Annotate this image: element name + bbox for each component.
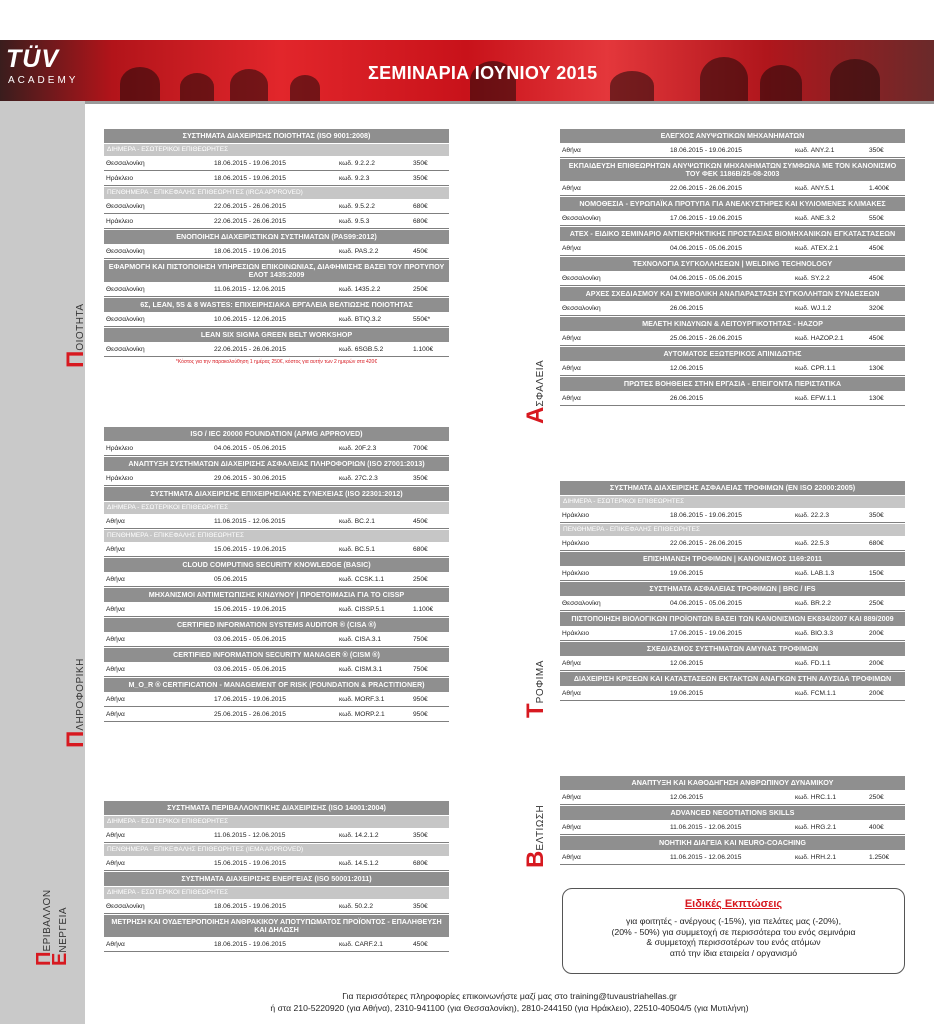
course-dates: 17.06.2015 - 19.06.2015 xyxy=(214,696,286,703)
banner-divider xyxy=(85,101,934,104)
left-sidebar xyxy=(0,0,85,1024)
course-code: κωδ. 1435.2.2 xyxy=(339,286,381,293)
course-dates: 19.06.2015 xyxy=(670,690,704,697)
course-row xyxy=(104,282,449,297)
course-dates: 26.06.2015 xyxy=(670,395,704,402)
discount-line: (20% - 50%) για συμμετοχή σε περισσότερα του ενός σεμινάρια xyxy=(611,926,856,937)
course-price: 400€ xyxy=(869,824,884,831)
course-dates: 12.06.2015 xyxy=(670,660,704,667)
course-title: ΕΝΟΠΟΙΗΣΗ ΔΙΑΧΕΙΡΙΣΤΙΚΩΝ ΣΥΣΤΗΜΑΤΩΝ (PAS99:2012) xyxy=(104,229,449,244)
course-dates: 05.06.2015 xyxy=(214,576,248,583)
course-price: 130€ xyxy=(869,365,884,372)
course-city: Αθήνα xyxy=(106,941,125,948)
course-city: Θεσσαλονίκη xyxy=(106,316,145,323)
course-city: Αθήνα xyxy=(106,518,125,525)
course-row xyxy=(560,820,905,835)
course-row xyxy=(104,542,449,557)
course-city: Θεσσαλονίκη xyxy=(106,346,145,353)
course-city: Αθήνα xyxy=(562,365,581,372)
footer-email-line: Για περισσότερες πληροφορίες επικοινωνήστε μαζί μας στο training@tuvaustriahellas.gr xyxy=(342,991,677,1001)
course-price: 150€ xyxy=(869,570,884,577)
course-dates: 29.06.2015 - 30.06.2015 xyxy=(214,475,286,482)
course-city: Ηράκλειο xyxy=(562,540,589,547)
course-row xyxy=(560,536,905,551)
logo-text: TÜV xyxy=(6,45,59,73)
course-city: Αθήνα xyxy=(106,711,125,718)
course-dates: 03.06.2015 - 05.06.2015 xyxy=(214,666,286,673)
course-code: κωδ. 9.5.3 xyxy=(339,218,370,225)
course-city: Θεσσαλονίκη xyxy=(106,248,145,255)
course-title: M_O_R ® CERTIFICATION - MANAGEMENT OF RISK (FOUNDATION & PRACTITIONER) xyxy=(104,677,449,692)
course-dates: 12.06.2015 xyxy=(670,365,704,372)
course-row xyxy=(104,156,449,171)
course-title: ΣΥΣΤΗΜΑΤΑ ΔΙΑΧΕΙΡΙΣΗΣ ΕΠΙΧΕΙΡΗΣΙΑΚΗΣ ΣΥΝΕΧΕΙΑΣ (ISO 22301:2012) xyxy=(104,486,449,501)
course-city: Θεσσαλονίκη xyxy=(106,203,145,210)
course-price: 250€ xyxy=(413,286,428,293)
category-label-it xyxy=(62,658,90,748)
course-city: Αθήνα xyxy=(106,546,125,553)
course-dates: 04.06.2015 - 05.06.2015 xyxy=(670,245,742,252)
course-title: LEAN SIX SIGMA GREEN BELT WORKSHOP xyxy=(104,327,449,342)
course-dates: 04.06.2015 - 05.06.2015 xyxy=(214,445,286,452)
course-city: Θεσσαλονίκη xyxy=(562,215,601,222)
course-title: ΣΥΣΤΗΜΑΤΑ ΠΕΡΙΒΑΛΛΟΝΤΙΚΗΣ ΔΙΑΧΕΙΡΙΣΗΣ (ISO 14001:2004) xyxy=(104,800,449,815)
course-dates: 15.06.2015 - 19.06.2015 xyxy=(214,606,286,613)
category-rest: ΡΟΦΙΜΑ xyxy=(535,660,546,704)
course-code: κωδ. CISA.3.1 xyxy=(339,636,382,643)
special-discounts-box xyxy=(562,888,905,974)
course-dates: 18.06.2015 - 19.06.2015 xyxy=(670,512,742,519)
course-price: 950€ xyxy=(413,711,428,718)
course-row xyxy=(104,856,449,871)
course-city: Ηράκλειο xyxy=(106,445,133,452)
course-dates: 11.06.2015 - 12.06.2015 xyxy=(214,286,286,293)
course-code: κωδ. 9.2.2.2 xyxy=(339,160,375,167)
course-title: ADVANCED NEGOTIATIONS SKILLS xyxy=(560,805,905,820)
course-city: Θεσσαλονίκη xyxy=(562,275,601,282)
course-dates: 18.06.2015 - 19.06.2015 xyxy=(214,248,286,255)
course-code: κωδ. 20F.2.3 xyxy=(339,445,377,452)
course-row xyxy=(560,271,905,286)
category-initial: Β xyxy=(522,850,549,868)
course-dates: 17.06.2015 - 19.06.2015 xyxy=(670,215,742,222)
category-initial: Α xyxy=(522,406,549,424)
course-code: κωδ. PAS.2.2 xyxy=(339,248,379,255)
course-dates: 22.06.2015 - 26.06.2015 xyxy=(214,203,286,210)
course-title: ΑΥΤΟΜΑΤΟΣ ΕΞΩΤΕΡΙΚΟΣ ΑΠΙΝΙΔΩΤΗΣ xyxy=(560,346,905,361)
course-city: Αθήνα xyxy=(562,395,581,402)
course-title: ΣΧΕΔΙΑΣΜΟΣ ΣΥΣΤΗΜΑΤΩΝ ΑΜΥΝΑΣ ΤΡΟΦΙΜΩΝ xyxy=(560,641,905,656)
course-city: Αθήνα xyxy=(562,245,581,252)
course-code: κωδ. EFW.1.1 xyxy=(795,395,836,402)
course-code: κωδ. ANY.5.1 xyxy=(795,185,835,192)
course-code: κωδ. ANY.2.1 xyxy=(795,147,835,154)
course-dates: 17.06.2015 - 19.06.2015 xyxy=(670,630,742,637)
course-title: ATEX - ΕΙΔΙΚΟ ΣΕΜΙΝΑΡΙΟ ΑΝΤΙΕΚΡΗΚΤΙΚΗΣ ΠΡΟΣΤΑΣΙΑΣ ΒΙΟΜΗΧΑΝΙΚΩΝ ΕΓΚΑΤΑΣΤΑΣΕΩΝ xyxy=(560,226,905,241)
course-subtitle: ΔΙΗΜΕΡΑ - ΕΣΩΤΕΡΙΚΟΙ ΕΠΙΘΕΩΡΗΤΕΣ xyxy=(104,815,449,828)
course-subtitle: ΠΕΝΘΗΜΕΡΑ - ΕΠΙΚΕΦΑΛΗΣ ΕΠΙΘΕΩΡΗΤΕΣ (IRCA APPROVED) xyxy=(104,186,449,199)
course-price: 250€ xyxy=(869,600,884,607)
course-dates: 11.06.2015 - 12.06.2015 xyxy=(670,854,742,861)
course-dates: 11.06.2015 - 12.06.2015 xyxy=(214,832,286,839)
course-code: κωδ. HRC.1.1 xyxy=(795,794,836,801)
course-city: Αθήνα xyxy=(562,690,581,697)
course-city: Θεσσαλονίκη xyxy=(106,286,145,293)
category-initial: Π xyxy=(33,951,55,966)
course-code: κωδ. 9.2.3 xyxy=(339,175,370,182)
course-code: κωδ. CISSP.5.1 xyxy=(339,606,385,613)
course-row xyxy=(104,632,449,647)
discount-line: από την ίδια εταιρεία / οργανισμό xyxy=(669,947,798,958)
course-city: Αθήνα xyxy=(106,576,125,583)
course-city: Αθήνα xyxy=(106,832,125,839)
discount-line: για φοιτητές - ανέργους (-15%), για πελάτες μας (-20%), xyxy=(625,916,841,926)
category-initial-2: Ε xyxy=(49,952,71,966)
category-initial: Τ xyxy=(522,703,549,718)
course-city: Ηράκλειο xyxy=(106,175,133,182)
course-code: κωδ. 22.2.3 xyxy=(795,512,830,519)
course-dates: 12.06.2015 xyxy=(670,794,704,801)
course-dates: 22.06.2015 - 26.06.2015 xyxy=(214,346,286,353)
course-code: κωδ. WJ.1.2 xyxy=(795,305,832,312)
course-footnote: *Κόστος για την παρακολούθηση 1 ημέρας 250€, κόστος για αυτήν των 2 ημερών στα 420€ xyxy=(175,359,378,365)
course-city: Θεσσαλονίκη xyxy=(106,903,145,910)
course-code: κωδ. ANE.3.2 xyxy=(795,215,836,222)
course-title: ΤΕΧΝΟΛΟΓΙΑ ΣΥΓΚΟΛΛΗΣΕΩΝ | WELDING TECHNOLOGY xyxy=(560,256,905,271)
course-price: 680€ xyxy=(869,540,884,547)
course-price: 200€ xyxy=(869,630,884,637)
course-dates: 10.06.2015 - 12.06.2015 xyxy=(214,316,286,323)
course-title: ΣΥΣΤΗΜΑΤΑ ΔΙΑΧΕΙΡΙΣΗΣ ΠΟΙΟΤΗΤΑΣ (ISO 9001:2008) xyxy=(104,128,449,143)
seminar-block-safety xyxy=(560,128,905,406)
course-dates: 04.06.2015 - 05.06.2015 xyxy=(670,275,742,282)
category-rest-2: ΝΕΡΓΕΙΑ xyxy=(58,906,69,953)
course-subtitle: ΠΕΝΘΗΜΕΡΑ - ΕΠΙΚΕΦΑΛΗΣ ΕΠΙΘΕΩΡΗΤΕΣ xyxy=(560,523,905,536)
course-dates: 03.06.2015 - 05.06.2015 xyxy=(214,636,286,643)
course-title: CERTIFIED INFORMATION SYSTEMS AUDITOR ® (CISA ®) xyxy=(104,617,449,632)
course-dates: 25.06.2015 - 26.06.2015 xyxy=(214,711,286,718)
course-dates: 11.06.2015 - 12.06.2015 xyxy=(214,518,286,525)
category-label-food xyxy=(522,660,550,718)
course-dates: 25.06.2015 - 26.06.2015 xyxy=(670,335,742,342)
category-initial: Π xyxy=(62,350,89,368)
course-row xyxy=(104,171,449,186)
course-price: 950€ xyxy=(413,696,428,703)
course-city: Αθήνα xyxy=(562,147,581,154)
course-city: Αθήνα xyxy=(562,335,581,342)
course-row xyxy=(560,181,905,196)
course-code: κωδ. SY.2.2 xyxy=(795,275,830,282)
course-code: κωδ. BR.2.2 xyxy=(795,600,831,607)
course-city: Αθήνα xyxy=(106,666,125,673)
course-row xyxy=(104,471,449,486)
course-price: 130€ xyxy=(869,395,884,402)
course-price: 680€ xyxy=(413,860,428,867)
course-row xyxy=(560,508,905,523)
category-label-safety xyxy=(522,360,550,424)
course-dates: 15.06.2015 - 19.06.2015 xyxy=(214,860,286,867)
course-price: 200€ xyxy=(869,660,884,667)
course-city: Αθήνα xyxy=(106,696,125,703)
course-price: 450€ xyxy=(869,275,884,282)
course-title: ΣΥΣΤΗΜΑΤΑ ΔΙΑΧΕΙΡΙΣΗΣ ΕΝΕΡΓΕΙΑΣ (ISO 50001:2011) xyxy=(104,871,449,886)
course-city: Θεσσαλονίκη xyxy=(562,305,601,312)
course-subtitle: ΔΙΗΜΕΡΑ - ΕΣΩΤΕΡΙΚΟΙ ΕΠΙΘΕΩΡΗΤΕΣ xyxy=(104,501,449,514)
course-code: κωδ. MORF.3.1 xyxy=(339,696,385,703)
course-price: 320€ xyxy=(869,305,884,312)
course-price: 750€ xyxy=(413,636,428,643)
seminar-block-improvement xyxy=(560,775,905,865)
course-row xyxy=(560,626,905,641)
discount-line: & συμμετοχή περισσοτέρων του ενός ατόμων xyxy=(646,937,821,947)
course-title: ΑΝΑΠΤΥΞΗ ΚΑΙ ΚΑΘΟΔΗΓΗΣΗ ΑΝΘΡΩΠΙΝΟΥ ΔΥΝΑΜΙΚΟΥ xyxy=(560,775,905,790)
contact-footer xyxy=(85,990,934,1014)
course-title: ΕΛΕΓΧΟΣ ΑΝΥΨΩΤΙΚΩΝ ΜΗΧΑΝΗΜΑΤΩΝ xyxy=(560,128,905,143)
course-row xyxy=(104,937,449,952)
course-price: 350€ xyxy=(413,903,428,910)
course-dates: 18.06.2015 - 19.06.2015 xyxy=(670,147,742,154)
course-row xyxy=(104,244,449,259)
category-label-improve xyxy=(522,805,550,868)
course-dates: 18.06.2015 - 19.06.2015 xyxy=(214,941,286,948)
course-row xyxy=(560,566,905,581)
course-price: 200€ xyxy=(869,690,884,697)
course-row xyxy=(560,850,905,865)
course-row xyxy=(104,899,449,914)
course-title: ΣΥΣΤΗΜΑΤΑ ΑΣΦΑΛΕΙΑΣ ΤΡΟΦΙΜΩΝ | BRC / IFS xyxy=(560,581,905,596)
course-price: 450€ xyxy=(869,335,884,342)
course-city: Αθήνα xyxy=(562,824,581,831)
course-code: κωδ. CARF.2.1 xyxy=(339,941,383,948)
course-price: 450€ xyxy=(413,248,428,255)
course-dates: 18.06.2015 - 19.06.2015 xyxy=(214,160,286,167)
seminar-block-quality xyxy=(104,128,449,365)
course-title: CERTIFIED INFORMATION SECURITY MANAGER ® (CISM ®) xyxy=(104,647,449,662)
course-city: Ηράκλειο xyxy=(106,475,133,482)
course-code: κωδ. CCSK.1.1 xyxy=(339,576,385,583)
course-price: 1.250€ xyxy=(869,854,890,861)
course-code: κωδ. 9.5.2.2 xyxy=(339,203,375,210)
course-code: κωδ. MORP.2.1 xyxy=(339,711,385,718)
course-title: ΝΟΗΤΙΚΗ ΔΙΑΓΕΙΑ ΚΑΙ NEURO-COACHING xyxy=(560,835,905,850)
course-price: 350€ xyxy=(869,147,884,154)
course-price: 750€ xyxy=(413,666,428,673)
course-row xyxy=(104,214,449,229)
course-title: ΜΕΤΡΗΣΗ ΚΑΙ ΟΥΔΕΤΕΡΟΠΟΙΗΣΗ ΑΝΘΡΑΚΙΚΟΥ ΑΠΟΤΥΠΩΜΑΤΟΣ ΠΡΟΪΟΝΤΟΣ - ΕΠΑΛΗΘΕΥΣΗ ΚΑΙ ΔΗΛΩΣΗ xyxy=(104,914,449,937)
page-title: ΣΕΜΙΝΑΡΙΑ ΙΟΥΝΙΟΥ 2015 xyxy=(368,63,598,83)
course-dates: 22.06.2015 - 26.06.2015 xyxy=(670,185,742,192)
course-city: Αθήνα xyxy=(562,854,581,861)
course-price: 700€ xyxy=(413,445,428,452)
course-row xyxy=(104,828,449,843)
course-price: 680€ xyxy=(413,546,428,553)
course-row xyxy=(560,656,905,671)
course-code: κωδ. HRG.2.1 xyxy=(795,824,837,831)
tuv-academy-logo xyxy=(6,47,84,95)
course-code: κωδ. ATEX.2.1 xyxy=(795,245,839,252)
course-city: Αθήνα xyxy=(562,185,581,192)
course-price: 250€ xyxy=(869,794,884,801)
course-subtitle: ΠΕΝΘΗΜΕΡΑ - ΕΠΙΚΕΦΑΛΗΣ ΕΠΙΘΕΩΡΗΤΕΣ (IEMA APPROVED) xyxy=(104,843,449,856)
course-city: Θεσσαλονίκη xyxy=(562,600,601,607)
course-row xyxy=(560,301,905,316)
course-price: 680€ xyxy=(413,218,428,225)
course-title: ΔΙΑΧΕΙΡΙΣΗ ΚΡΙΣΕΩΝ ΚΑΙ ΚΑΤΑΣΤΑΣΕΩΝ ΕΚΤΑΚΤΩΝ ΑΝΑΓΚΩΝ ΣΤΗΝ ΑΛΥΣΙΔΑ ΤΡΟΦΙΜΩΝ xyxy=(560,671,905,686)
course-code: κωδ. HRH.2.1 xyxy=(795,854,836,861)
course-code: κωδ. LAB.1.3 xyxy=(795,570,835,577)
logo-subtext: ACADEMY xyxy=(8,75,79,86)
course-city: Θεσσαλονίκη xyxy=(106,160,145,167)
course-price: 350€ xyxy=(413,160,428,167)
category-rest: ΕΡΙΒΑΛΛΟΝ xyxy=(42,889,53,952)
course-row xyxy=(560,686,905,701)
category-rest: ΟΙΟΤΗΤΑ xyxy=(75,303,86,351)
course-dates: 18.06.2015 - 19.06.2015 xyxy=(214,903,286,910)
category-label-quality xyxy=(62,303,90,368)
course-title: ΜΕΛΕΤΗ ΚΙΝΔΥΝΩΝ & ΛΕΙΤΟΥΡΓΙΚΟΤΗΤΑΣ - HAZOP xyxy=(560,316,905,331)
course-row xyxy=(104,312,449,327)
course-dates: 22.06.2015 - 26.06.2015 xyxy=(670,540,742,547)
course-row xyxy=(104,199,449,214)
course-code: κωδ. FD.1.1 xyxy=(795,660,831,667)
course-title: ΑΝΑΠΤΥΞΗ ΣΥΣΤΗΜΑΤΩΝ ΔΙΑΧΕΙΡΙΣΗΣ ΑΣΦΑΛΕΙΑΣ ΠΛΗΡΟΦΟΡΙΩΝ (ISO 27001:2013) xyxy=(104,456,449,471)
discounts-title: Ειδικές Εκπτώσεις xyxy=(684,898,783,910)
course-city: Αθήνα xyxy=(106,606,125,613)
category-label-env xyxy=(33,889,71,966)
course-price: 680€ xyxy=(413,203,428,210)
course-title: ΑΡΧΕΣ ΣΧΕΔΙΑΣΜΟΥ ΚΑΙ ΣΥΜΒΟΛΙΚΗ ΑΝΑΠΑΡΑΣΤΑΣΗ ΣΥΓΚΟΛΛΗΤΩΝ ΣΥΝΔΕΣΕΩΝ xyxy=(560,286,905,301)
course-price: 250€ xyxy=(413,576,428,583)
course-price: 1.100€ xyxy=(413,346,434,353)
course-row xyxy=(104,514,449,529)
course-code: κωδ. HAZOP.2.1 xyxy=(795,335,844,342)
course-row xyxy=(560,596,905,611)
course-code: κωδ. 14.2.1.2 xyxy=(339,832,379,839)
course-code: κωδ. 50.2.2 xyxy=(339,903,374,910)
seminar-block-environment-energy xyxy=(104,800,449,952)
course-title: ΠΙΣΤΟΠΟΙΗΣΗ ΒΙΟΛΟΓΙΚΩΝ ΠΡΟΪΟΝΤΩΝ ΒΑΣΕΙ ΤΩΝ ΚΑΝΟΝΙΣΜΩΝ ΕΚ834/2007 ΚΑΙ 889/2009 xyxy=(560,611,905,626)
course-price: 350€ xyxy=(869,512,884,519)
course-price: 550€ xyxy=(869,215,884,222)
course-city: Αθήνα xyxy=(106,636,125,643)
seminar-block-it xyxy=(104,426,449,722)
course-code: κωδ. BC.2.1 xyxy=(339,518,375,525)
course-code: κωδ. BC.5.1 xyxy=(339,546,375,553)
course-city: Ηράκλειο xyxy=(106,218,133,225)
course-city: Ηράκλειο xyxy=(562,512,589,519)
course-row xyxy=(560,391,905,406)
course-title: ΕΠΙΣΗΜΑΝΣΗ ΤΡΟΦΙΜΩΝ | ΚΑΝΟΝΙΣΜΟΣ 1169:2011 xyxy=(560,551,905,566)
course-row xyxy=(560,331,905,346)
course-dates: 11.06.2015 - 12.06.2015 xyxy=(670,824,742,831)
course-row xyxy=(560,790,905,805)
course-row xyxy=(104,662,449,677)
course-subtitle: ΔΙΗΜΕΡΑ - ΕΣΩΤΕΡΙΚΟΙ ΕΠΙΘΕΩΡΗΤΕΣ xyxy=(560,495,905,508)
course-title: ΜΗΧΑΝΙΣΜΟΙ ΑΝΤΙΜΕΤΩΠΙΣΗΣ ΚΙΝΔΥΝΟΥ | ΠΡΟΕΤΟΙΜΑΣΙΑ ΓΙΑ ΤΟ CISSP xyxy=(104,587,449,602)
course-city: Ηράκλειο xyxy=(562,570,589,577)
course-code: κωδ. 6SGB.5.2 xyxy=(339,346,384,353)
course-row xyxy=(104,441,449,456)
footer-phone-line: ή στα 210-5220920 (για Αθήνα), 2310-941100 (για Θεσσαλονίκη), 2810-244150 (για Ηράκλειο), 22510-40504/5 (για Μυτιλήνη) xyxy=(270,1003,749,1013)
course-dates: 26.06.2015 xyxy=(670,305,704,312)
sidebar-top-gap xyxy=(0,0,85,40)
course-subtitle: ΔΙΗΜΕΡΑ - ΕΣΩΤΕΡΙΚΟΙ ΕΠΙΘΕΩΡΗΤΕΣ xyxy=(104,886,449,899)
category-rest: ΛΗΡΟΦΟΡΙΚΗ xyxy=(75,658,86,731)
course-code: κωδ. FCM.1.1 xyxy=(795,690,836,697)
course-price: 450€ xyxy=(869,245,884,252)
course-dates: 04.06.2015 - 05.06.2015 xyxy=(670,600,742,607)
course-title: ΣΥΣΤΗΜΑΤΑ ΔΙΑΧΕΙΡΙΣΗΣ ΑΣΦΑΛΕΙΑΣ ΤΡΟΦΙΜΩΝ (EN ISO 22000:2005) xyxy=(560,480,905,495)
course-title: ΝΟΜΟΘΕΣΙΑ - ΕΥΡΩΠΑΪΚΑ ΠΡΟΤΥΠΑ ΓΙΑ ΑΝΕΛΚΥΣΤΗΡΕΣ ΚΑΙ ΚΥΛΙΟΜΕΝΕΣ ΚΛΙΜΑΚΕΣ xyxy=(560,196,905,211)
discounts-body xyxy=(563,916,904,958)
course-code: κωδ. CISM.3.1 xyxy=(339,666,383,673)
course-row xyxy=(560,211,905,226)
course-city: Αθήνα xyxy=(562,660,581,667)
course-price: 350€ xyxy=(413,832,428,839)
course-title: ΕΦΑΡΜΟΓΗ ΚΑΙ ΠΙΣΤΟΠΟΙΗΣΗ ΥΠΗΡΕΣΙΩΝ ΕΠΙΚΟΙΝΩΝΙΑΣ, ΔΙΑΦΗΜΙΣΗΣ ΒΑΣΕΙ ΤΟΥ ΠΡΟΤΥΠΟΥ ΕΛΟΤ 1435:2009 xyxy=(104,259,449,282)
course-title: ISO / IEC 20000 FOUNDATION (APMG APPROVED) xyxy=(104,426,449,441)
course-dates: 22.06.2015 - 26.06.2015 xyxy=(214,218,286,225)
course-code: κωδ. 22.5.3 xyxy=(795,540,830,547)
course-row xyxy=(104,707,449,722)
course-row xyxy=(104,342,449,357)
course-row xyxy=(104,602,449,617)
course-row xyxy=(560,143,905,158)
course-code: κωδ. BTIQ.3.2 xyxy=(339,316,382,323)
course-city: Ηράκλειο xyxy=(562,630,589,637)
course-code: κωδ. CPR.1.1 xyxy=(795,365,836,372)
course-price: 1.400€ xyxy=(869,185,890,192)
course-code: κωδ. BIO.3.3 xyxy=(795,630,834,637)
course-subtitle: ΔΙΗΜΕΡΑ - ΕΣΩΤΕΡΙΚΟΙ ΕΠΙΘΕΩΡΗΤΕΣ xyxy=(104,143,449,156)
course-row xyxy=(104,572,449,587)
category-rest: ΕΛΤΙΩΣΗ xyxy=(535,804,546,851)
course-city: Αθήνα xyxy=(562,794,581,801)
course-price: 550€* xyxy=(413,316,431,323)
course-price: 450€ xyxy=(413,518,428,525)
course-price: 350€ xyxy=(413,475,428,482)
seminar-block-food xyxy=(560,480,905,701)
course-row xyxy=(560,241,905,256)
course-dates: 19.06.2015 xyxy=(670,570,704,577)
course-price: 450€ xyxy=(413,941,428,948)
course-price: 1.100€ xyxy=(413,606,434,613)
course-price: 350€ xyxy=(413,175,428,182)
course-row xyxy=(560,361,905,376)
course-code: κωδ. 14.5.1.2 xyxy=(339,860,379,867)
course-subtitle: ΠΕΝΘΗΜΕΡΑ - ΕΠΙΚΕΦΑΛΗΣ ΕΠΙΘΕΩΡΗΤΕΣ xyxy=(104,529,449,542)
course-title: 6Σ, LEAN, 5S & 8 WASTES: ΕΠΙΧΕΙΡΗΣΙΑΚΑ ΕΡΓΑΛΕΙΑ ΒΕΛΤΙΩΣΗΣ ΠΟΙΟΤΗΤΑΣ xyxy=(104,297,449,312)
course-code: κωδ. 27C.2.3 xyxy=(339,475,378,482)
course-title: CLOUD COMPUTING SECURITY KNOWLEDGE (BASIC) xyxy=(104,557,449,572)
category-rest: ΣΦΑΛΕΙΑ xyxy=(535,359,546,407)
category-initial: Π xyxy=(62,730,89,748)
course-dates: 15.06.2015 - 19.06.2015 xyxy=(214,546,286,553)
course-title: ΠΡΩΤΕΣ ΒΟΗΘΕΙΕΣ ΣΤΗΝ ΕΡΓΑΣΙΑ - ΕΠΕΙΓΟΝΤΑ ΠΕΡΙΣΤΑΤΙΚΑ xyxy=(560,376,905,391)
course-title: ΕΚΠΑΙΔΕΥΣΗ ΕΠΙΘΕΩΡΗΤΩΝ ΑΝΥΨΩΤΙΚΩΝ ΜΗΧΑΝΗΜΑΤΩΝ ΣΥΜΦΩΝΑ ΜΕ ΤΟΝ ΚΑΝΟΝΙΣΜΟ ΤΟΥ ΦΕΚ 1186Β/25-08-2003 xyxy=(560,158,905,181)
course-dates: 18.06.2015 - 19.06.2015 xyxy=(214,175,286,182)
course-row xyxy=(104,692,449,707)
course-city: Αθήνα xyxy=(106,860,125,867)
